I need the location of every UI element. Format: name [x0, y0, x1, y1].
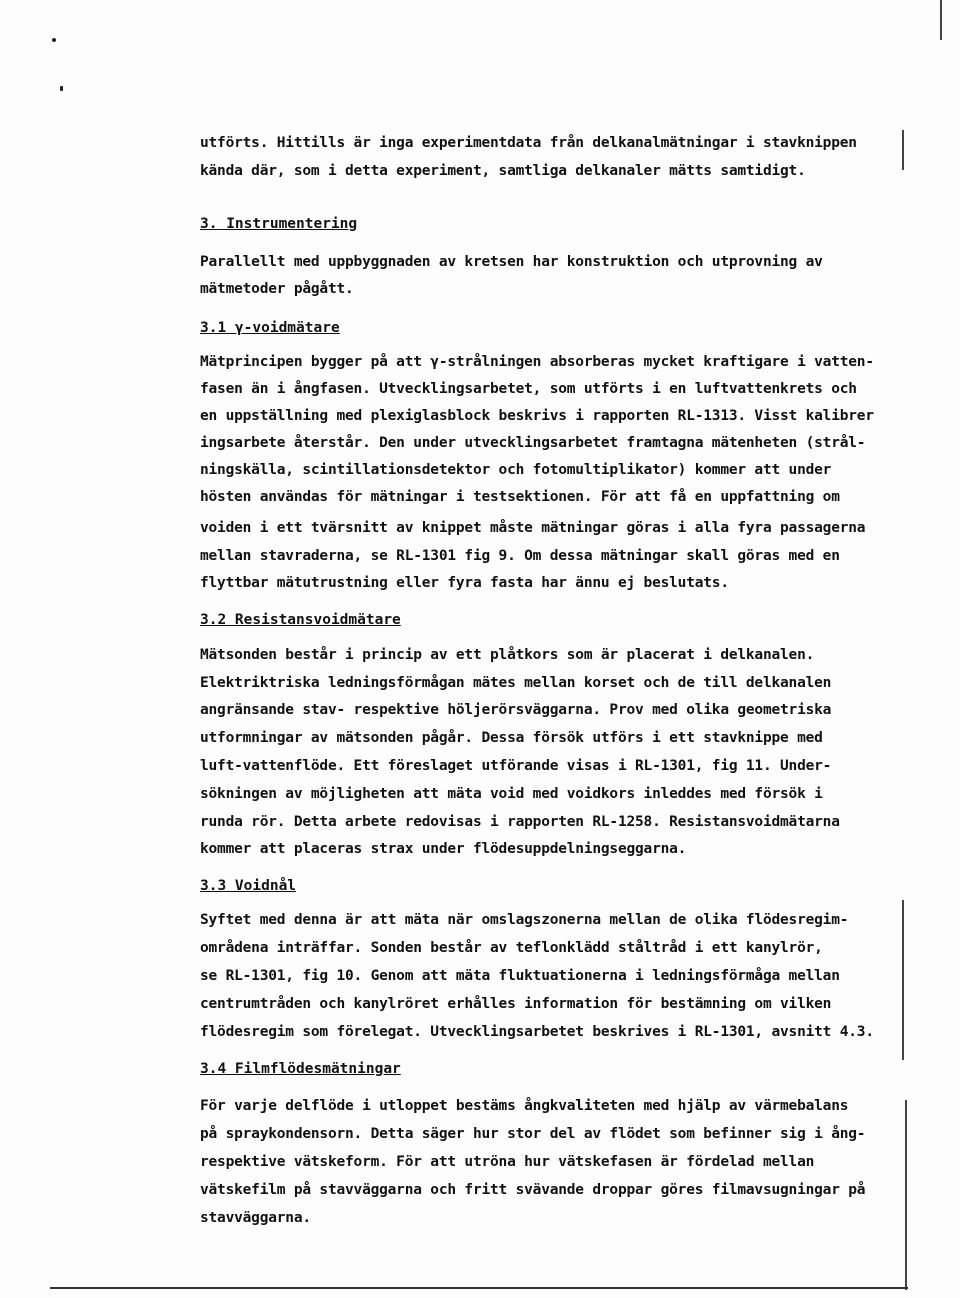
section-3-1-line: ningskälla, scintillationsdetektor och fotomultiplikator) kommer att under [200, 462, 832, 478]
section-3-2-line: angränsande stav- respektive höljerörsväggarna. Prov med olika geometriska [200, 702, 832, 718]
section-3-3-line: Syftet med denna är att mäta när omslagszonerna mellan de olika flödesregim- [200, 912, 849, 928]
intro-line: utförts. Hittills är inga experimentdata från delkanalmätningar i stavknippen [200, 135, 857, 151]
section-heading-3-2: 3.2 Resistansvoidmätare [200, 612, 401, 628]
scan-speck [52, 38, 56, 42]
intro-line: kända där, som i detta experiment, samtliga delkanaler mätts samtidigt. [200, 163, 806, 179]
section-3-1-line: voiden i ett tvärsnitt av knippet måste mätningar göras i alla fyra passagerna [200, 520, 866, 536]
section-3-2-line: kommer att placeras strax under flödesuppdelningseggarna. [200, 841, 687, 857]
section-3-1-line: ingsarbete återstår. Den under utvecklingsarbetet framtagna mätenheten (strål- [200, 435, 866, 451]
section-3-2-line: luft-vattenflöde. Ett föreslaget utförande visas i RL-1301, fig 11. Under- [200, 758, 832, 774]
section-3-1-line: en uppställning med plexiglasblock beskrivs i rapporten RL-1313. Visst kalibrer [200, 408, 874, 424]
section-3-2-line: Mätsonden består i princip av ett plåtkors som är placerat i delkanalen. [200, 647, 815, 663]
section-3-line: mätmetoder pågått. [200, 281, 354, 297]
section-3-3-line: se RL-1301, fig 10. Genom att mäta fluktuationerna i ledningsförmåga mellan [200, 968, 840, 984]
scan-right-edge [940, 0, 942, 40]
scan-speck [60, 86, 63, 91]
section-3-2-line: sökningen av möjligheten att mäta void med voidkors inleddes med försök i [200, 786, 823, 802]
section-3-4-line: stavväggarna. [200, 1210, 311, 1226]
section-3-3-line: centrumtråden och kanylröret erhålles information för bestämning om vilken [200, 996, 832, 1012]
section-3-4-line: vätskefilm på stavväggarna och fritt svävande droppar göres filmavsugningar på [200, 1182, 866, 1198]
scan-right-edge [905, 1100, 907, 1290]
section-heading-3-4: 3.4 Filmflödesmätningar [200, 1061, 401, 1077]
section-heading-3-1: 3.1 γ-voidmätare [200, 320, 340, 336]
section-3-4-line: respektive vätskeform. För att utröna hur vätskefasen är fördelad mellan [200, 1154, 815, 1170]
section-3-3-line: flödesregim som förelegat. Utvecklingsarbetet beskrives i RL-1301, avsnitt 4.3. [200, 1024, 874, 1040]
section-3-4-line: För varje delflöde i utloppet bestäms ångkvaliteten med hjälp av värmebalans [200, 1098, 849, 1114]
section-3-3-line: områdena inträffar. Sonden består av teflonklädd ståltråd i ett kanylrör, [200, 940, 823, 956]
section-heading-3-3: 3.3 Voidnål [200, 878, 297, 894]
section-3-1-line: Mätprincipen bygger på att γ-strålningen absorberas mycket kraftigare i vatten- [200, 354, 874, 370]
section-3-1-line: mellan stavraderna, se RL-1301 fig 9. Om dessa mätningar skall göras med en [200, 548, 840, 564]
section-heading-3: 3. Instrumentering [200, 216, 358, 232]
section-3-2-line: Elektriktriska ledningsförmågan mätes mellan korset och de till delkanalen [200, 675, 832, 691]
section-3-1-line: fasen än i ångfasen. Utvecklingsarbetet, som utförts i en luftvattenkrets och [200, 381, 857, 397]
section-3-1-line: hösten användas för mätningar i testsektionen. För att få en uppfattning om [200, 489, 840, 505]
scan-right-edge [902, 130, 904, 170]
section-3-4-line: på spraykondensorn. Detta säger hur stor del av flödet som befinner sig i ång- [200, 1126, 866, 1142]
scan-bottom-edge [50, 1287, 908, 1289]
section-3-2-line: runda rör. Detta arbete redovisas i rapporten RL-1258. Resistansvoidmätarna [200, 814, 840, 830]
section-3-1-line: flyttbar mätutrustning eller fyra fasta har ännu ej beslutats. [200, 575, 729, 591]
section-3-line: Parallellt med uppbyggnaden av kretsen har konstruktion och utprovning av [200, 254, 823, 270]
section-3-2-line: utformningar av mätsonden pågår. Dessa försök utförs i ett stavknippe med [200, 730, 823, 746]
scan-right-edge [902, 900, 904, 1060]
